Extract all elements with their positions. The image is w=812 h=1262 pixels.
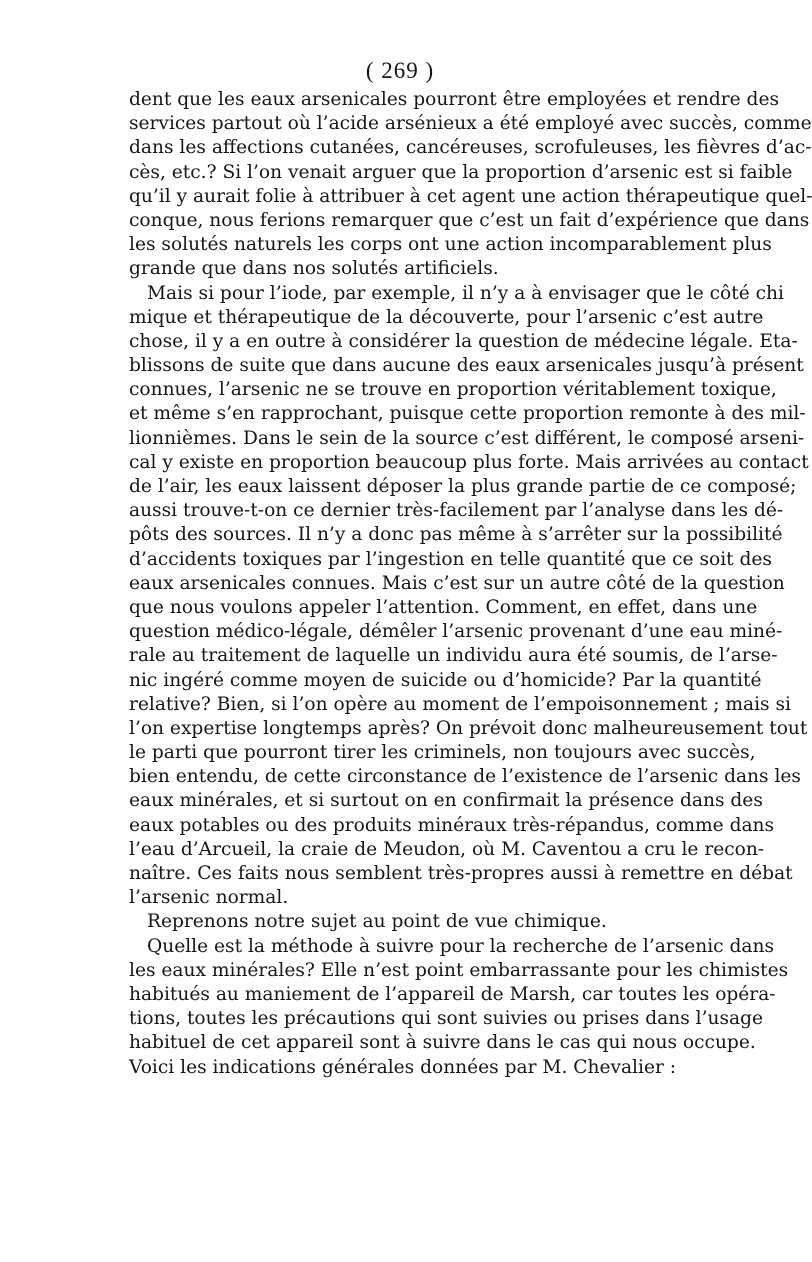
text-line: naître. Ces faits nous semblent très-propres aussi à remettre en débat: [129, 863, 793, 884]
text-line: habituel de cet appareil sont à suivre dans le cas qui nous occupe.: [129, 1032, 756, 1054]
text-line: et même s’en rapprochant, puisque cette proportion remonte à des mil-: [129, 403, 806, 425]
text-line: aussi trouve-t-on ce dernier très-facilement par l’analyse dans les dé-: [129, 500, 784, 522]
text-line: blissons de suite que dans aucune des eaux arsenicales jusqu’à présent: [129, 355, 804, 377]
text-line: l’on expertise longtemps après? On prévoit donc malheureusement tout: [129, 717, 808, 739]
text-line: services partout où l’acide arsénieux a été employé avec succès, comme: [129, 113, 812, 135]
text-line: eaux potables ou des produits minéraux très-répandus, comme dans: [129, 814, 775, 836]
text-line: les solutés naturels les corps ont une action incomparablement plus: [129, 234, 772, 256]
text-line: habitués au maniement de l’appareil de Marsh, car toutes les opéra-: [129, 983, 776, 1005]
text-line: chose, il y a en outre à considérer la question de médecine légale. Eta-: [129, 330, 798, 352]
text-line: Reprenons notre sujet au point de vue chimique.: [147, 911, 607, 933]
text-line: l’eau d’Arcueil, la craie de Meudon, où M. Caventou a cru le recon-: [129, 838, 765, 860]
text-line: mique et thérapeutique de la découverte, pour l’arsenic c’est autre: [129, 306, 764, 328]
text-line: tions, toutes les précautions qui sont suivies ou prises dans l’usage: [129, 1008, 764, 1030]
text-line: Mais si pour l’iode, par exemple, il n’y a à envisager que le côté chi: [147, 282, 784, 304]
text-line: question médico-légale, démêler l’arsenic provenant d’une eau miné-: [129, 621, 783, 643]
text-line: conque, nous ferions remarquer que c’est un fait d’expérience que dans: [129, 209, 810, 231]
text-line: cal y existe en proportion beaucoup plus forte. Mais arrivées au contact: [129, 451, 809, 473]
text-line: que nous voulons appeler l’attention. Comment, en effet, dans une: [129, 596, 758, 618]
paragraph: [129, 282, 809, 911]
text-line: Voici les indications générales données par M. Chevalier :: [129, 1056, 677, 1078]
text-line: eaux arsenicales connues. Mais c’est sur un autre côté de la question: [129, 572, 785, 594]
paragraph: [129, 935, 789, 1080]
text-line: lionnièmes. Dans le sein de la source c’est différent, le composé arseni-: [129, 427, 805, 449]
text-line: grande que dans nos solutés artificiels.: [129, 258, 499, 280]
text-line: nic ingéré comme moyen de suicide ou d’homicide? Par la quantité: [129, 669, 762, 691]
text-line: cès, etc.? Si l’on venait arguer que la proportion d’arsenic est si faible: [129, 161, 793, 183]
text-line: qu’il y aurait folie à attribuer à cet agent une action thérapeutique quel-: [129, 185, 812, 207]
text-line: relative? Bien, si l’on opère au moment de l’empoisonnement ; mais si: [129, 693, 791, 715]
body-text: [129, 88, 812, 1080]
page-number: ( 269 ): [365, 58, 435, 83]
text-line: le parti que pourront tirer les criminels, non toujours avec succès,: [129, 742, 756, 764]
text-line: connues, l’arsenic ne se trouve en proportion véritablement toxique,: [129, 379, 777, 401]
text-line: pôts des sources. Il n’y a donc pas même à s’arrêter sur la possibilité: [129, 524, 783, 546]
text-line: dent que les eaux arsenicales pourront être employées et rendre des: [129, 89, 779, 110]
text-line: rale au traitement de laquelle un individu aura été soumis, de l’arse-: [129, 645, 778, 667]
text-line: de l’air, les eaux laissent déposer la plus grande partie de ce composé;: [129, 476, 797, 497]
paragraph: [129, 88, 812, 282]
paragraph: [129, 910, 675, 934]
text-line: dans les affections cutanées, cancéreuses, scrofuleuses, les fièvres d’ac-: [129, 137, 812, 159]
text-line: l’arsenic normal.: [129, 887, 289, 909]
text-line: bien entendu, de cette circonstance de l’existence de l’arsenic dans les: [129, 766, 801, 788]
text-line: d’accidents toxiques par l’ingestion en telle quantité que ce soit des: [129, 548, 772, 570]
text-line: Quelle est la méthode à suivre pour la recherche de l’arsenic dans: [147, 935, 774, 957]
text-line: eaux minérales, et si surtout on en confirmait la présence dans des: [129, 790, 763, 812]
text-line: les eaux minérales? Elle n’est point embarrassante pour les chimistes: [129, 959, 789, 981]
